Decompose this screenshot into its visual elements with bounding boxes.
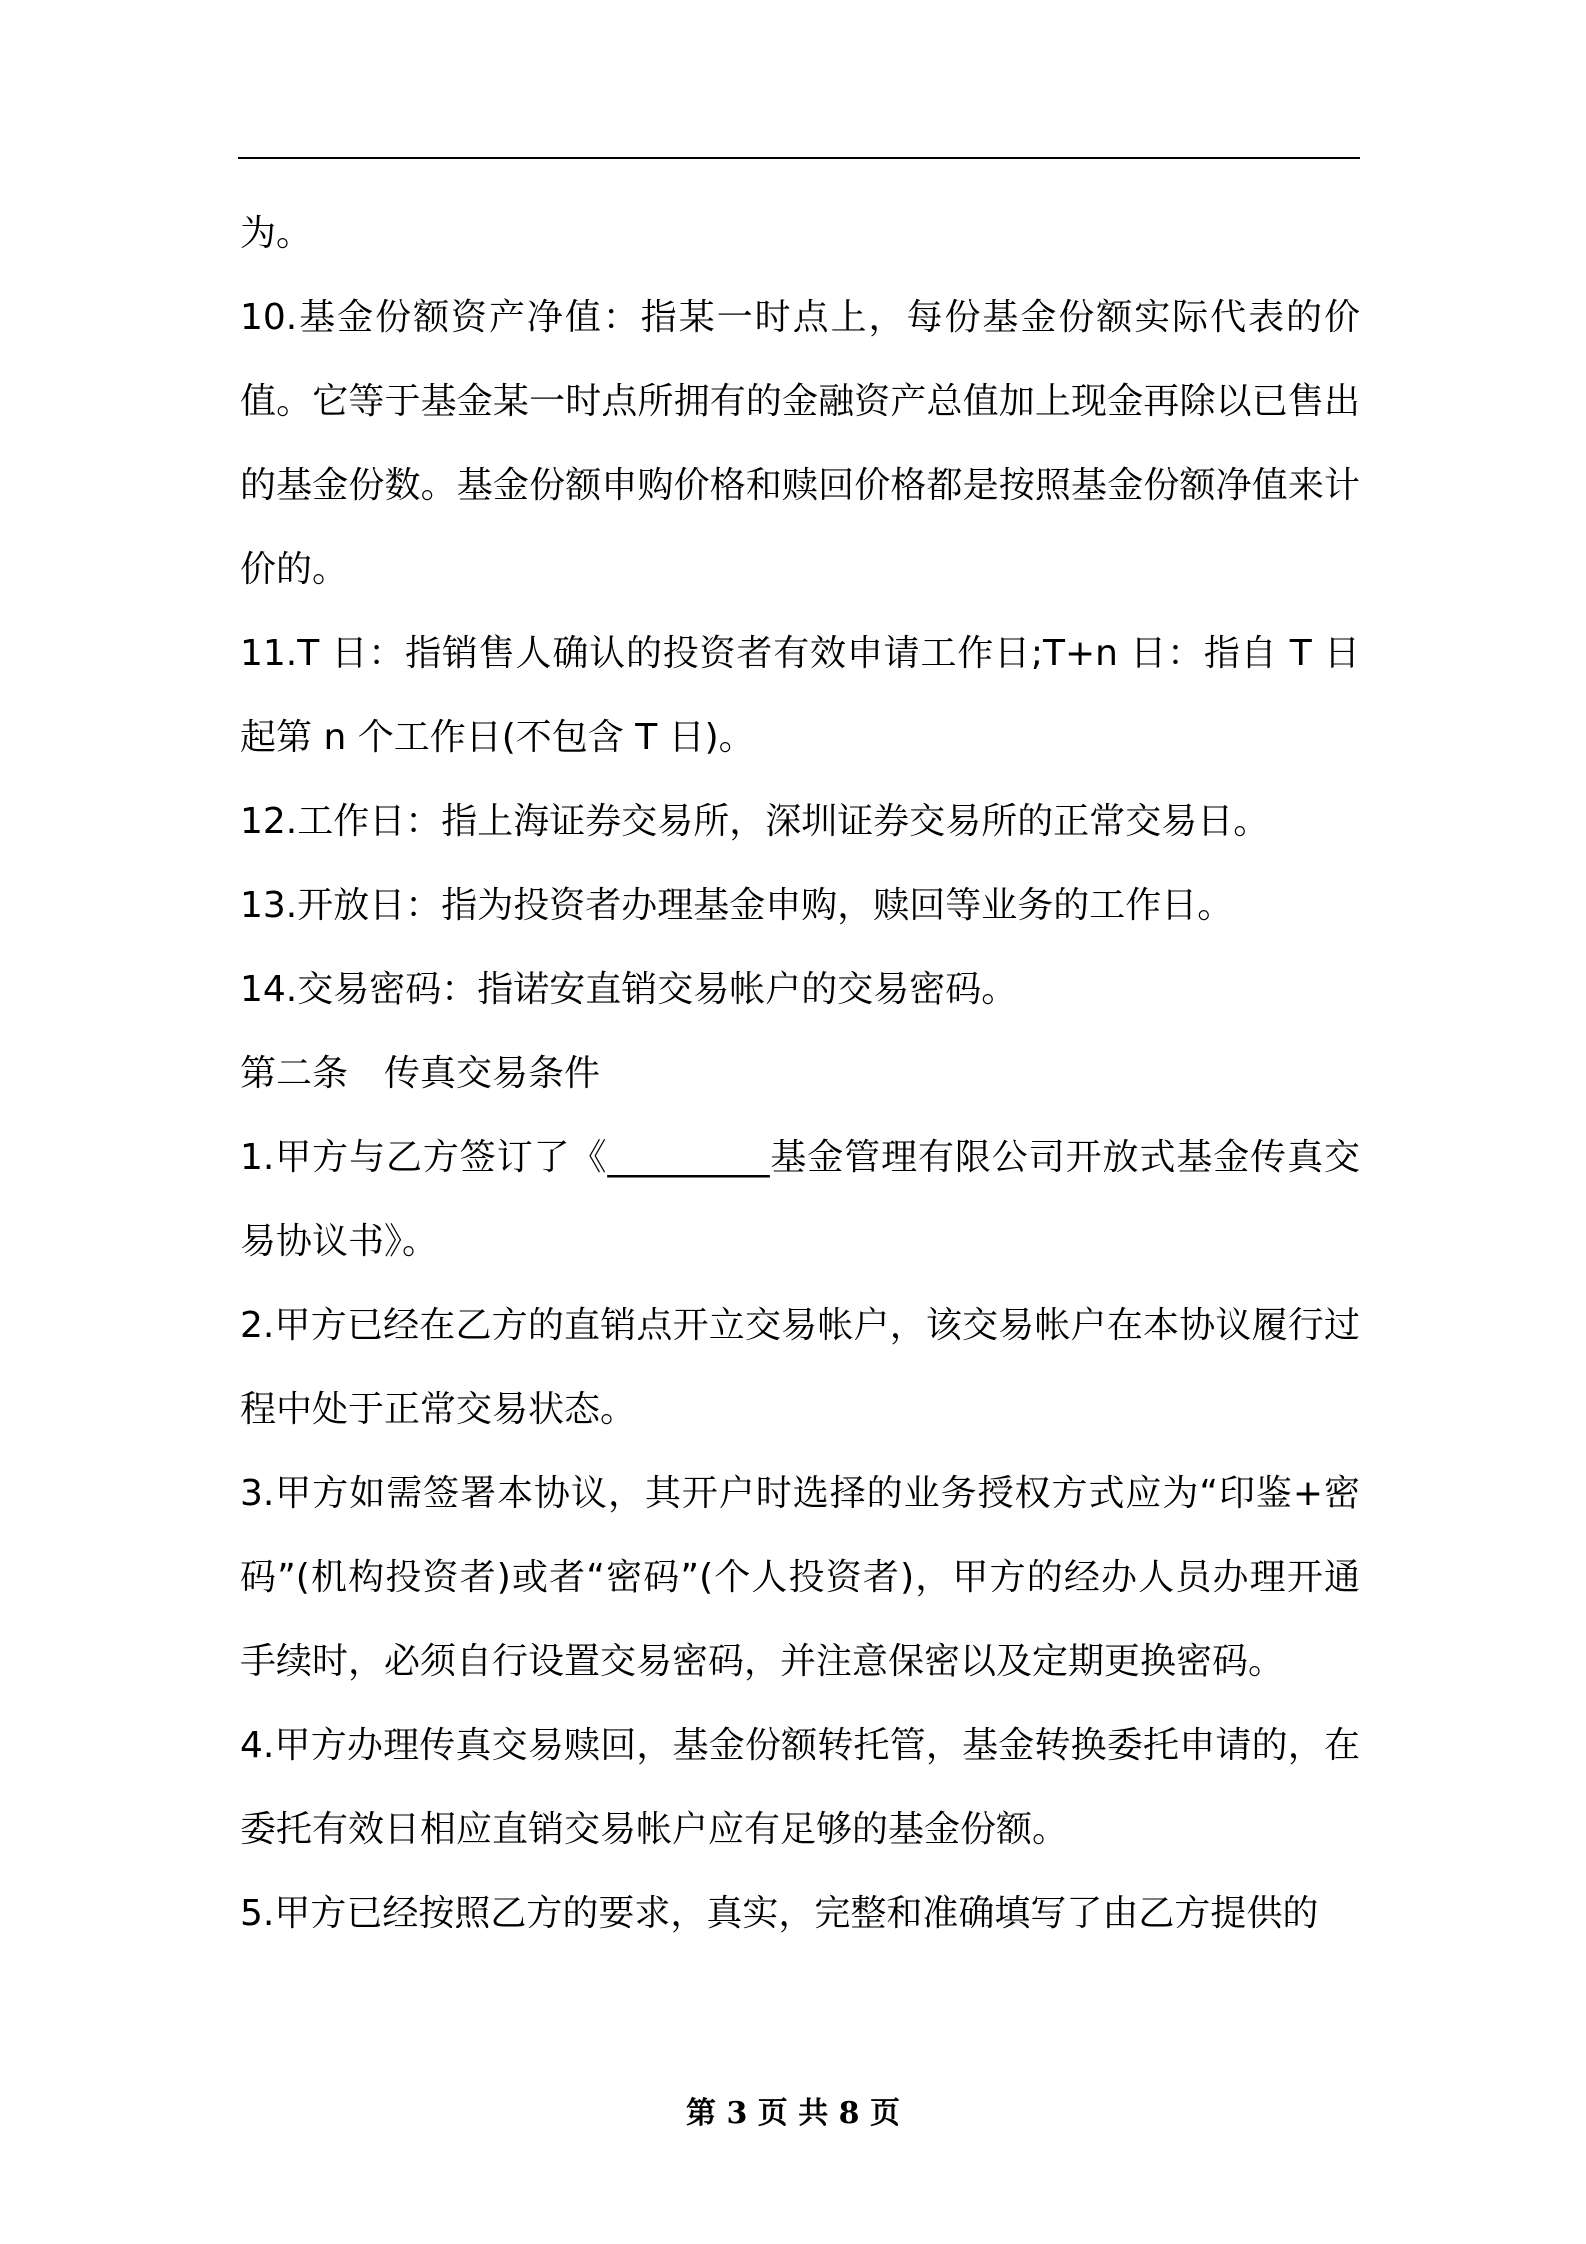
paragraph-condition-5: 5.甲方已经按照乙方的要求，真实，完整和准确填写了由乙方提供的 (240, 1893, 1319, 1934)
paragraph-definition-14: 14.交易密码：指诺安直销交易帐户的交易密码。 (240, 969, 1018, 1010)
page-number-footer: 第 3 页 共 8 页 (686, 2096, 900, 2131)
paragraph-condition-1: 1.甲方与乙方签订了《_________基金管理有限公司开放式基金传真交易协议书》。 (240, 1137, 1360, 1262)
header-rule (238, 157, 1360, 159)
document-body (240, 192, 1360, 1956)
paragraph-definition-13: 13.开放日：指为投资者办理基金申购，赎回等业务的工作日。 (240, 885, 1234, 926)
paragraph-continuation: 为。 (240, 213, 313, 254)
paragraph-definition-10: 10.基金份额资产净值：指某一时点上，每份基金份额实际代表的价值。它等于基金某一时点所拥有的金融资产总值加上现金再除以已售出的基金份数。基金份额申购价格和赎回价格都是按照基金份额净值来计价的。 (240, 297, 1360, 590)
paragraph-definition-11: 11.T 日：指销售人确认的投资者有效申请工作日;T+n 日：指自 T 日起第 n 个工作日(不包含 T 日)。 (240, 633, 1360, 758)
paragraph-definition-12: 12.工作日：指上海证券交易所，深圳证券交易所的正常交易日。 (240, 801, 1270, 842)
paragraph-condition-2: 2.甲方已经在乙方的直销点开立交易帐户，该交易帐户在本协议履行过程中处于正常交易状态。 (240, 1305, 1360, 1430)
paragraph-condition-4: 4.甲方办理传真交易赎回，基金份额转托管，基金转换委托申请的，在委托有效日相应直销交易帐户应有足够的基金份额。 (240, 1725, 1360, 1850)
paragraph-condition-3: 3.甲方如需签署本协议，其开户时选择的业务授权方式应为“印鉴+密码”(机构投资者)或者“密码”(个人投资者)，甲方的经办人员办理开通手续时，必须自行设置交易密码，并注意保密以及定期更换密码。 (240, 1473, 1360, 1682)
section-heading-article-2: 第二条 传真交易条件 (240, 1053, 601, 1094)
